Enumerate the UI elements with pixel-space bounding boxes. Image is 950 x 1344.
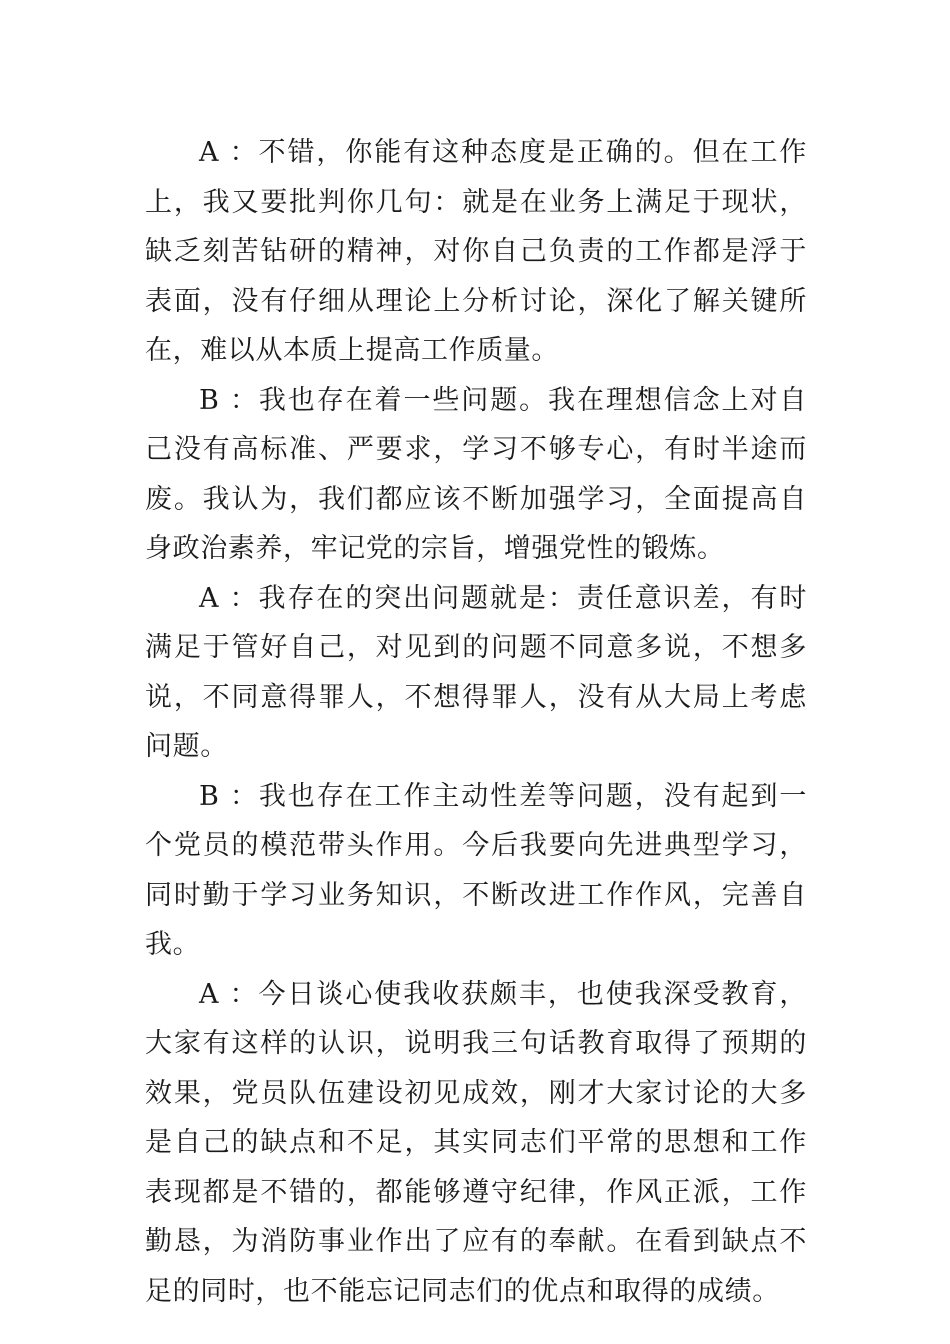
paragraph-a-1: A ：不错，你能有这种态度是正确的。但在工作上，我又要批判你几句：就是在业务上满足于现状，缺乏刻苦钻研的精神，对你自己负责的工作都是浮于表面，没有仔细从理论上分析讨论，深化了解关键所在，难以从本质上提高工作质量。 — [145, 137, 807, 366]
paragraph-a-2: A ：我存在的突出问题就是：责任意识差，有时满足于管好自己，对见到的问题不同意多说，不想多说，不同意得罪人，不想得罪人，没有从大局上考虑问题。 — [145, 582, 807, 762]
document-body — [145, 128, 807, 1316]
paragraph-a-3: A ：今日谈心使我收获颇丰，也使我深受教育，大家有这样的认识，说明我三句话教育取得了预期的效果，党员队伍建设初见成效，刚才大家讨论的大多是自己的缺点和不足，其实同志们平常的思想和工作表现都是不错的，都能够遵守纪律，作风正派，工作勤恳，为消防事业作出了应有的奉献。在看到缺点不足的同时，也不能忘记同志们的优点和取得的成绩。 — [145, 978, 807, 1307]
paragraph-b-1: B ：我也存在着一些问题。我在理想信念上对自己没有高标准、严要求，学习不够专心，有时半途而废。我认为，我们都应该不断加强学习，全面提高自身政治素养，牢记党的宗旨，增强党性的锻炼。 — [145, 384, 807, 564]
paragraph-b-2: B ：我也存在工作主动性差等问题，没有起到一个党员的模范带头作用。今后我要向先进典型学习，同时勤于学习业务知识，不断改进工作作风，完善自我。 — [145, 780, 807, 960]
